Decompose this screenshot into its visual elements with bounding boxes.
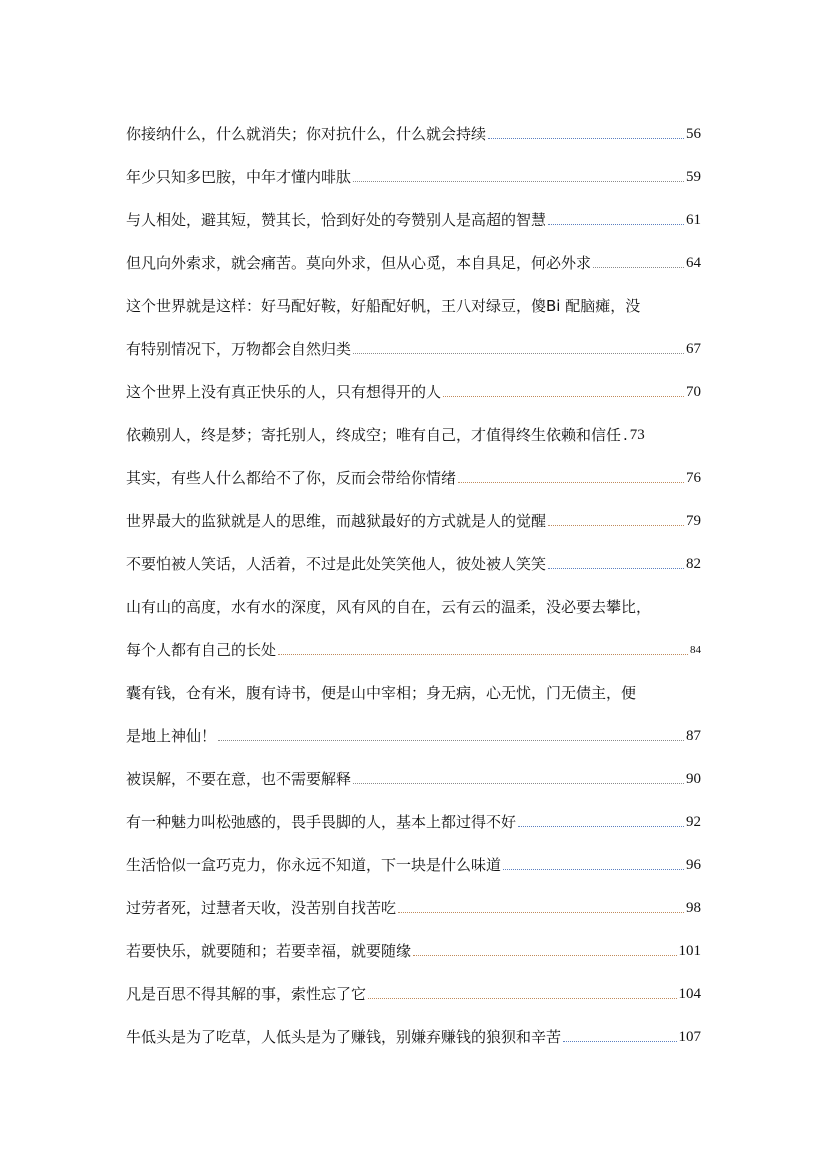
toc-entry-title: 与人相处，避其短，赞其长，恰到好处的夸赞别人是高超的智慧: [126, 211, 547, 229]
toc-entry-title: 世界最大的监狱就是人的思维，而越狱最好的方式就是人的觉醒: [126, 512, 547, 530]
toc-entry-title: 但凡向外索求，就会痛苦。莫向外求，但从心觅，本自具足，何必外求: [126, 254, 592, 272]
toc-entry[interactable]: [126, 366, 701, 409]
toc-page-number: 56: [686, 126, 701, 142]
toc-leader: [548, 525, 684, 526]
toc-entry[interactable]: [126, 108, 701, 151]
toc-entry[interactable]: [126, 968, 701, 1011]
toc-leader: [443, 396, 684, 397]
toc-entry[interactable]: [126, 667, 701, 710]
toc-entry-title: 这个世界就是这样：好马配好鞍，好船配好帆，王八对绿豆，傻Bi 配脑瘫，没: [126, 297, 641, 315]
toc-page-number: 70: [686, 384, 701, 400]
toc-page-number: 59: [686, 169, 701, 185]
toc-page-number: 67: [686, 341, 701, 357]
toc-leader: [488, 138, 684, 139]
toc-entry-title: 被误解，不要在意，也不需要解释: [126, 770, 352, 788]
toc-entry[interactable]: [126, 237, 701, 280]
toc-page-number: 61: [686, 212, 701, 228]
toc-entry-title: 依赖别人，终是梦；寄托别人，终成空；唯有自己，才值得终生依赖和信任: [126, 426, 622, 444]
toc-entry[interactable]: [126, 624, 701, 667]
toc-entry[interactable]: [126, 581, 701, 624]
toc-page-number: 101: [678, 943, 701, 959]
toc-leader: [458, 482, 684, 483]
toc-page-number: 64: [686, 255, 701, 271]
toc-entry[interactable]: [126, 882, 701, 925]
toc-entry[interactable]: [126, 538, 701, 581]
toc-page-number: 92: [686, 814, 701, 830]
toc-entry[interactable]: [126, 280, 701, 323]
toc-page-number: 104: [678, 986, 701, 1002]
toc-entry[interactable]: [126, 151, 701, 194]
toc-entry[interactable]: [126, 495, 701, 538]
toc-entry-title: 年少只知多巴胺，中年才懂内啡肽: [126, 168, 352, 186]
toc-leader: [353, 353, 684, 354]
toc-entry[interactable]: [126, 925, 701, 968]
toc-entry[interactable]: [126, 409, 701, 452]
toc-page-number: 98: [686, 900, 701, 916]
toc-entry-title: 不要怕被人笑话，人活着，不过是此处笑笑他人，彼处被人笑笑: [126, 555, 547, 573]
toc-entry[interactable]: [126, 796, 701, 839]
toc-page-number: 96: [686, 857, 701, 873]
toc-page-number: 73: [629, 427, 645, 443]
toc-entry-title: 牛低头是为了吃草，人低头是为了赚钱，别嫌弃赚钱的狼狈和辛苦: [126, 1028, 562, 1046]
toc-page-number: 90: [686, 771, 701, 787]
toc-leader: [218, 740, 684, 741]
toc-entry-title: 其实，有些人什么都给不了你，反而会带给你情绪: [126, 469, 457, 487]
toc-entry-title: 你接纳什么，什么就消失；你对抗什么，什么就会持续: [126, 125, 487, 143]
toc-entry-title: 过劳者死，过慧者天收，没苦别自找苦吃: [126, 899, 397, 917]
toc-entry-title: 生活恰似一盒巧克力，你永远不知道，下一块是什么味道: [126, 856, 502, 874]
toc-leader: [368, 998, 676, 999]
toc-page-number: 107: [678, 1029, 701, 1045]
table-of-contents: [126, 108, 701, 1054]
toc-entry-title: 这个世界上没有真正快乐的人，只有想得开的人: [126, 383, 442, 401]
toc-leader: [593, 267, 684, 268]
toc-entry-title: 是地上神仙！: [126, 727, 217, 745]
toc-leader: [548, 568, 684, 569]
toc-leader: [353, 783, 684, 784]
toc-entry-title: 凡是百思不得其解的事，索性忘了它: [126, 985, 367, 1003]
toc-entry-title: 若要快乐，就要随和；若要幸福，就要随缘: [126, 942, 412, 960]
toc-leader: [413, 955, 676, 956]
toc-leader: [353, 181, 684, 182]
toc-leader: [503, 869, 684, 870]
toc-entry-title: 有一种魅力叫松弛感的，畏手畏脚的人，基本上都过得不好: [126, 813, 517, 831]
toc-entry[interactable]: [126, 839, 701, 882]
toc-leader: [398, 912, 684, 913]
toc-entry[interactable]: [126, 710, 701, 753]
toc-leader: [518, 826, 684, 827]
toc-page-number: 87: [686, 728, 701, 744]
toc-page-number: 82: [686, 556, 701, 572]
toc-entry-title: 每个人都有自己的长处: [126, 641, 277, 659]
toc-entry[interactable]: [126, 194, 701, 237]
toc-entry[interactable]: [126, 1011, 701, 1054]
toc-entry-title: 囊有钱，仓有米，腹有诗书，便是山中宰相；身无病，心无忧，门无债主，便: [126, 684, 637, 702]
toc-leader: [278, 654, 688, 655]
toc-entry[interactable]: [126, 753, 701, 796]
toc-page-number: 76: [686, 470, 701, 486]
toc-leader: .: [623, 426, 628, 444]
toc-entry-title: 山有山的高度，水有水的深度，风有风的自在，云有云的温柔，没必要去攀比，: [126, 598, 652, 616]
toc-page-number: 79: [686, 513, 701, 529]
toc-page-number: 84: [690, 644, 701, 656]
toc-entry[interactable]: [126, 452, 701, 495]
toc-leader: [548, 224, 684, 225]
toc-entry[interactable]: [126, 323, 701, 366]
toc-leader: [563, 1041, 676, 1042]
toc-entry-title: 有特别情况下，万物都会自然归类: [126, 340, 352, 358]
